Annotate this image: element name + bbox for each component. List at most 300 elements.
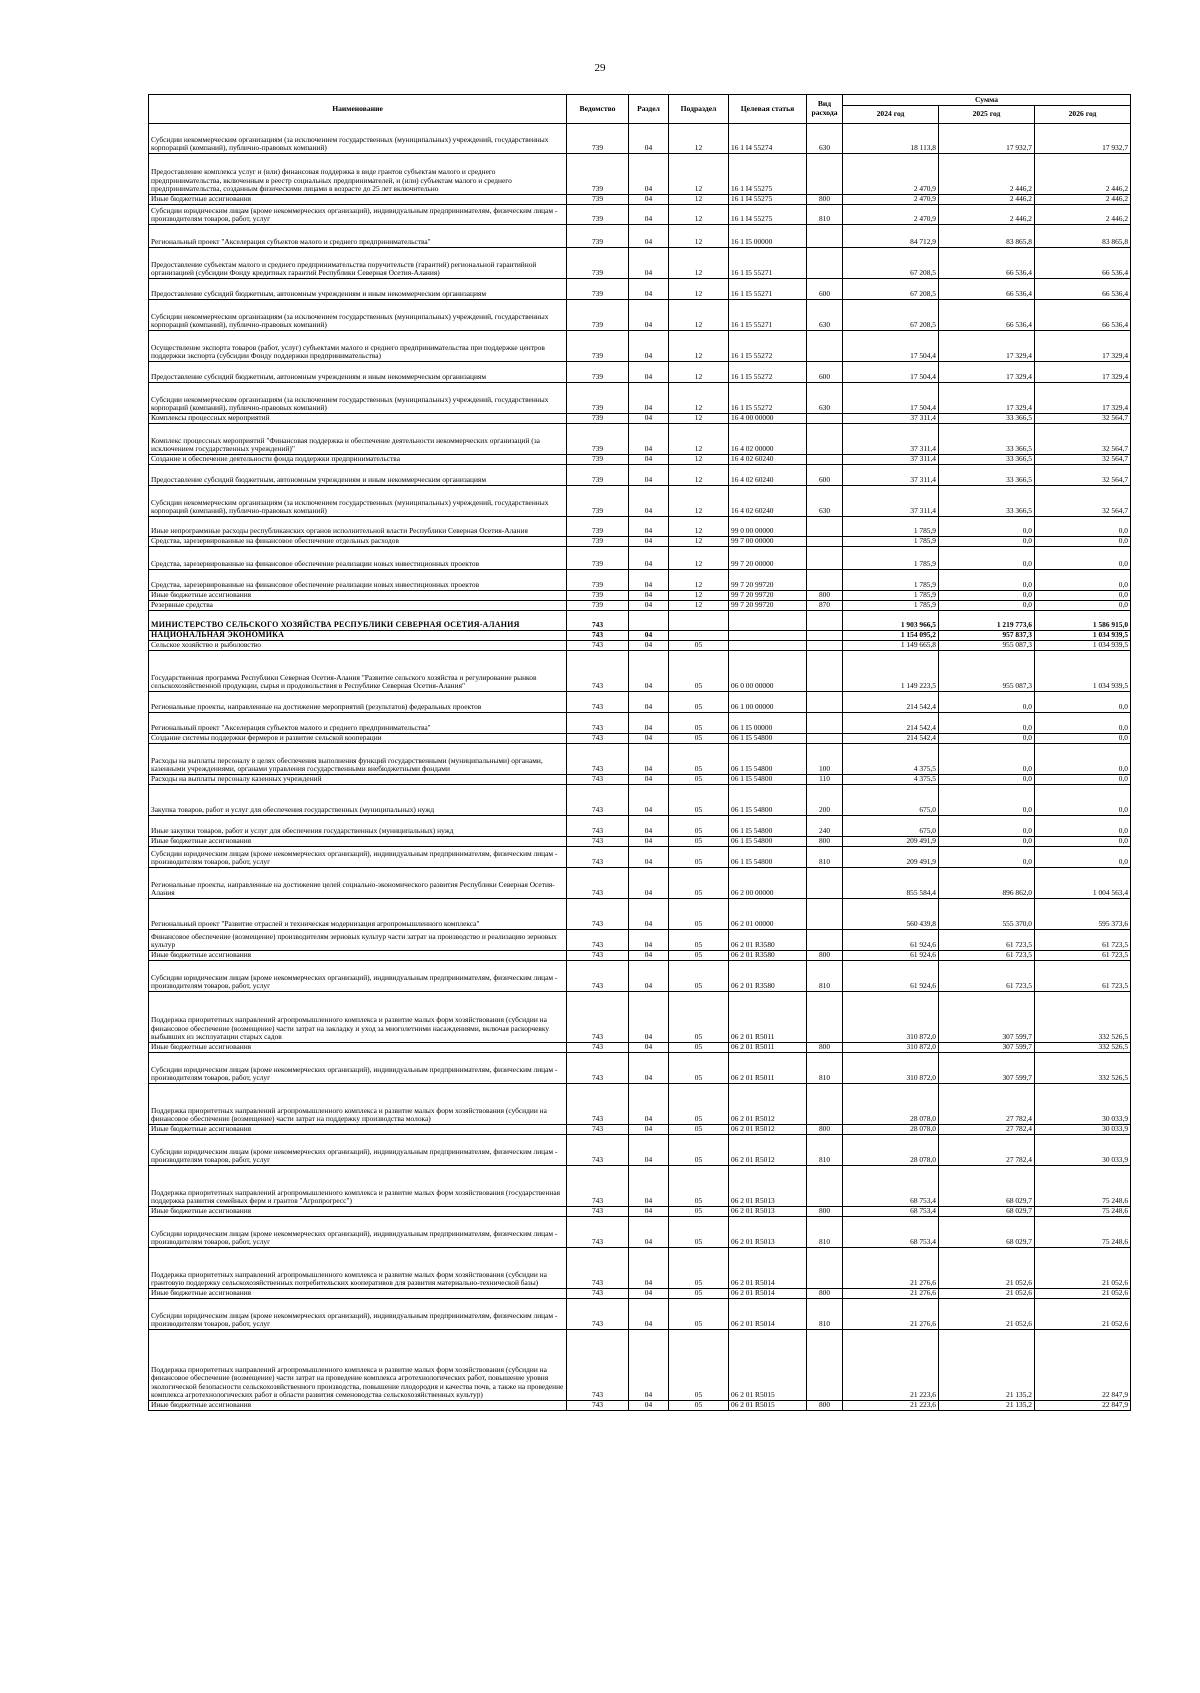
row-sum-2026: 17 932,7 — [1035, 124, 1131, 154]
row-name: Поддержка приоритетных направлений агропромышленного комплекса и развитие малых форм хозяйствования (государственная поддержка развития семейных ферм и грантов "Агропрогресс") — [149, 1166, 567, 1207]
table-row — [149, 537, 1131, 547]
row-name: Региональный проект "Развитие отраслей и техническая модернизация агропромышленного комплекса" — [149, 899, 567, 930]
header-year-2024: 2024 год — [843, 106, 939, 124]
row-vedomstvo: 743 — [567, 611, 629, 631]
row-sum-2026: 17 329,4 — [1035, 383, 1131, 414]
row-target-article: 99 7 20 99720 — [729, 601, 807, 611]
row-podrazdel: 05 — [669, 713, 729, 734]
row-expense-type — [807, 547, 843, 570]
row-razdel: 04 — [629, 300, 669, 331]
row-podrazdel — [669, 631, 729, 641]
row-vedomstvo: 739 — [567, 300, 629, 331]
row-razdel: 04 — [629, 570, 669, 591]
row-target-article: 06 1 I5 54800 — [729, 785, 807, 816]
row-expense-type: 800 — [807, 1125, 843, 1135]
row-podrazdel: 12 — [669, 591, 729, 601]
row-podrazdel: 05 — [669, 1401, 729, 1411]
row-podrazdel: 05 — [669, 775, 729, 785]
row-name: Иные бюджетные ассигнования — [149, 837, 567, 847]
row-sum-2024: 84 712,9 — [843, 225, 939, 248]
row-name: Создание и обеспечение деятельности фонда поддержки предпринимательства — [149, 455, 567, 465]
table-row — [149, 1217, 1131, 1248]
row-target-article: 06 2 01 R3580 — [729, 961, 807, 992]
row-podrazdel: 05 — [669, 930, 729, 951]
row-sum-2026: 1 586 915,0 — [1035, 611, 1131, 631]
row-expense-type — [807, 868, 843, 899]
table-row — [149, 591, 1131, 601]
row-sum-2025: 17 329,4 — [939, 331, 1035, 362]
row-sum-2024: 21 223,6 — [843, 1330, 939, 1401]
row-razdel: 04 — [629, 1248, 669, 1289]
row-target-article: 06 1 I5 54800 — [729, 775, 807, 785]
row-sum-2026: 21 052,6 — [1035, 1299, 1131, 1330]
row-podrazdel: 12 — [669, 195, 729, 205]
row-razdel: 04 — [629, 547, 669, 570]
row-podrazdel: 05 — [669, 816, 729, 837]
row-sum-2025: 0,0 — [939, 713, 1035, 734]
row-target-article: 16 1 I5 00000 — [729, 225, 807, 248]
row-sum-2025: 955 087,3 — [939, 651, 1035, 692]
row-expense-type: 800 — [807, 1043, 843, 1053]
row-podrazdel: 05 — [669, 1135, 729, 1166]
row-expense-type: 110 — [807, 775, 843, 785]
table-row — [149, 951, 1131, 961]
table-row — [149, 1125, 1131, 1135]
row-podrazdel: 12 — [669, 547, 729, 570]
row-sum-2025: 955 087,3 — [939, 641, 1035, 651]
row-sum-2025: 21 135,2 — [939, 1401, 1035, 1411]
row-name: Субсидии юридическим лицам (кроме некоммерческих организаций), индивидуальным предпринимателям, физическим лицам - производителям товаров, работ, услуг — [149, 847, 567, 868]
row-expense-type — [807, 930, 843, 951]
row-podrazdel: 05 — [669, 961, 729, 992]
row-expense-type — [807, 1330, 843, 1401]
row-sum-2025: 61 723,5 — [939, 951, 1035, 961]
row-target-article: 06 2 01 R5011 — [729, 1043, 807, 1053]
row-sum-2025: 896 862,0 — [939, 868, 1035, 899]
row-name: Расходы на выплаты персоналу казенных учреждений — [149, 775, 567, 785]
row-sum-2026: 30 033,9 — [1035, 1084, 1131, 1125]
table-row — [149, 195, 1131, 205]
row-name: Предоставление субсидий бюджетным, автономным учреждениям и иным некоммерческим организациям — [149, 279, 567, 300]
row-razdel: 04 — [629, 537, 669, 547]
row-name: Государственная программа Республики Северная Осетия-Алания "Развитие сельского хозяйства и регулирование рынков сельскохозяйственной продукции, сырья и продовольствия в Республике Северная Осетия-Алания" — [149, 651, 567, 692]
row-sum-2026: 332 526,5 — [1035, 992, 1131, 1043]
row-podrazdel: 05 — [669, 1248, 729, 1289]
row-target-article: 06 2 00 00000 — [729, 868, 807, 899]
row-podrazdel — [669, 611, 729, 631]
row-razdel: 04 — [629, 847, 669, 868]
row-name: Средства, зарезервированные на финансовое обеспечение реализации новых инвестиционных проектов — [149, 570, 567, 591]
row-sum-2026: 332 526,5 — [1035, 1053, 1131, 1084]
row-sum-2026: 30 033,9 — [1035, 1135, 1131, 1166]
row-sum-2024: 310 872,0 — [843, 1043, 939, 1053]
row-sum-2025: 17 329,4 — [939, 383, 1035, 414]
table-row — [149, 1166, 1131, 1207]
row-vedomstvo: 743 — [567, 734, 629, 744]
row-expense-type — [807, 734, 843, 744]
row-expense-type: 800 — [807, 1401, 843, 1411]
row-expense-type: 870 — [807, 601, 843, 611]
row-name: Субсидии юридическим лицам (кроме некоммерческих организаций), индивидуальным предпринимателям, физическим лицам - производителям товаров, работ, услуг — [149, 961, 567, 992]
row-sum-2026: 32 564,7 — [1035, 465, 1131, 486]
row-podrazdel: 12 — [669, 331, 729, 362]
row-sum-2026: 595 373,6 — [1035, 899, 1131, 930]
row-target-article: 99 0 00 00000 — [729, 517, 807, 537]
row-razdel: 04 — [629, 1207, 669, 1217]
row-sum-2025: 68 029,7 — [939, 1207, 1035, 1217]
row-target-article: 06 2 01 R5013 — [729, 1207, 807, 1217]
row-vedomstvo: 739 — [567, 383, 629, 414]
budget-table — [148, 94, 1131, 1411]
row-vedomstvo: 743 — [567, 775, 629, 785]
row-expense-type: 630 — [807, 383, 843, 414]
row-vedomstvo: 739 — [567, 362, 629, 383]
row-vedomstvo: 739 — [567, 601, 629, 611]
row-sum-2026: 30 033,9 — [1035, 1125, 1131, 1135]
row-sum-2025: 0,0 — [939, 775, 1035, 785]
row-sum-2024: 21 276,6 — [843, 1289, 939, 1299]
row-sum-2024: 61 924,6 — [843, 961, 939, 992]
row-sum-2024: 1 785,9 — [843, 570, 939, 591]
row-podrazdel: 12 — [669, 383, 729, 414]
row-vedomstvo: 739 — [567, 517, 629, 537]
row-razdel: 04 — [629, 868, 669, 899]
row-target-article: 06 2 01 R5015 — [729, 1401, 807, 1411]
row-sum-2026: 0,0 — [1035, 785, 1131, 816]
row-vedomstvo: 743 — [567, 1207, 629, 1217]
row-target-article: 06 2 01 00000 — [729, 899, 807, 930]
row-expense-type: 630 — [807, 486, 843, 517]
row-sum-2026: 0,0 — [1035, 775, 1131, 785]
row-expense-type — [807, 248, 843, 279]
row-target-article: 06 1 I5 54800 — [729, 734, 807, 744]
row-vedomstvo: 743 — [567, 1217, 629, 1248]
row-podrazdel: 05 — [669, 868, 729, 899]
row-sum-2025: 27 782,4 — [939, 1084, 1035, 1125]
row-razdel: 04 — [629, 1043, 669, 1053]
row-sum-2026: 2 446,2 — [1035, 154, 1131, 195]
row-expense-type — [807, 154, 843, 195]
row-razdel: 04 — [629, 713, 669, 734]
row-name: Субсидии юридическим лицам (кроме некоммерческих организаций), индивидуальным предпринимателям, физическим лицам - производителям товаров, работ, услуг — [149, 1299, 567, 1330]
row-razdel: 04 — [629, 465, 669, 486]
table-row — [149, 547, 1131, 570]
row-name: Предоставление субсидий бюджетным, автономным учреждениям и иным некоммерческим организациям — [149, 362, 567, 383]
row-name: Региональный проект "Акселерация субъектов малого и среднего предпринимательства" — [149, 713, 567, 734]
row-podrazdel: 12 — [669, 279, 729, 300]
row-sum-2025: 2 446,2 — [939, 195, 1035, 205]
row-name: Расходы на выплаты персоналу в целях обеспечения выполнения функций государственными (муниципальными) органами, казенными учреждениями, органами управления государственными внебюджетными фондами — [149, 744, 567, 775]
row-sum-2025: 83 865,8 — [939, 225, 1035, 248]
table-row — [149, 930, 1131, 951]
row-name: Субсидии некоммерческим организациям (за исключением государственных (муниципальных) учреждений, государственных корпораций (компаний), публично-правовых компаний) — [149, 124, 567, 154]
row-name: Поддержка приоритетных направлений агропромышленного комплекса и развитие малых форм хозяйствования (субсидии на финансовое обеспечение (возмещение) части затрат на проведение комплекса агротехнологических работ, повышение уровня экологической безопасности сельскохозяйственного производства, повышение плодородия и качества почв, а также на проведение комплекса агротехнологических работ в области развития семеноводства сельскохозяйственных культур) — [149, 1330, 567, 1401]
row-sum-2024: 28 078,0 — [843, 1125, 939, 1135]
row-expense-type — [807, 424, 843, 455]
row-sum-2025: 307 599,7 — [939, 1053, 1035, 1084]
row-name: Предоставление субъектам малого и среднего предпринимательства поручительств (гарантий) региональной гарантийной организацией (субсидии Фонду кредитных гарантий Республики Северная Осетия-Алания) — [149, 248, 567, 279]
row-sum-2026: 61 723,5 — [1035, 961, 1131, 992]
row-expense-type — [807, 331, 843, 362]
table-row — [149, 601, 1131, 611]
row-podrazdel: 05 — [669, 1217, 729, 1248]
row-sum-2025: 307 599,7 — [939, 992, 1035, 1043]
row-expense-type — [807, 414, 843, 424]
row-sum-2024: 310 872,0 — [843, 1053, 939, 1084]
row-sum-2024: 214 542,4 — [843, 692, 939, 713]
row-sum-2024: 68 753,4 — [843, 1166, 939, 1207]
row-sum-2026: 32 564,7 — [1035, 455, 1131, 465]
row-sum-2024: 68 753,4 — [843, 1217, 939, 1248]
table-row — [149, 775, 1131, 785]
header-target-article: Целевая статья — [729, 95, 807, 124]
row-razdel: 04 — [629, 205, 669, 225]
table-row — [149, 486, 1131, 517]
row-razdel: 04 — [629, 1217, 669, 1248]
row-sum-2025: 68 029,7 — [939, 1166, 1035, 1207]
row-sum-2024: 17 504,4 — [843, 383, 939, 414]
row-sum-2026: 75 248,6 — [1035, 1217, 1131, 1248]
table-row — [149, 124, 1131, 154]
row-sum-2024: 2 470,9 — [843, 154, 939, 195]
row-target-article: 06 2 01 R5011 — [729, 992, 807, 1043]
row-vedomstvo: 743 — [567, 1289, 629, 1299]
row-sum-2025: 66 536,4 — [939, 300, 1035, 331]
row-vedomstvo: 743 — [567, 837, 629, 847]
row-sum-2026: 17 329,4 — [1035, 331, 1131, 362]
row-sum-2024: 17 504,4 — [843, 362, 939, 383]
row-expense-type — [807, 1166, 843, 1207]
row-target-article — [729, 611, 807, 631]
row-sum-2025: 17 932,7 — [939, 124, 1035, 154]
row-target-article: 06 2 01 R5014 — [729, 1248, 807, 1289]
row-name: Иные бюджетные ассигнования — [149, 591, 567, 601]
row-sum-2024: 214 542,4 — [843, 734, 939, 744]
row-vedomstvo: 739 — [567, 591, 629, 601]
row-expense-type: 100 — [807, 744, 843, 775]
row-sum-2025: 957 837,3 — [939, 631, 1035, 641]
row-name: Поддержка приоритетных направлений агропромышленного комплекса и развитие малых форм хозяйствования (субсидии на финансовое обеспечение (возмещение) части затрат на закладку и уход за многолетними насаждениями, включая раскорчевку выбывших из эксплуатации старых садов — [149, 992, 567, 1043]
row-sum-2024: 37 311,4 — [843, 414, 939, 424]
row-razdel: 04 — [629, 414, 669, 424]
table-row — [149, 611, 1131, 631]
row-expense-type: 810 — [807, 1217, 843, 1248]
row-vedomstvo: 743 — [567, 930, 629, 951]
row-target-article: 06 2 01 R5012 — [729, 1125, 807, 1135]
row-razdel: 04 — [629, 775, 669, 785]
row-target-article: 06 2 01 R5012 — [729, 1084, 807, 1125]
row-sum-2025: 68 029,7 — [939, 1217, 1035, 1248]
row-vedomstvo: 739 — [567, 547, 629, 570]
row-podrazdel: 12 — [669, 154, 729, 195]
row-expense-type: 800 — [807, 591, 843, 601]
row-razdel: 04 — [629, 1289, 669, 1299]
table-row — [149, 1330, 1131, 1401]
row-vedomstvo: 743 — [567, 713, 629, 734]
row-vedomstvo: 739 — [567, 225, 629, 248]
row-target-article: 06 2 01 R5011 — [729, 1053, 807, 1084]
row-sum-2026: 0,0 — [1035, 713, 1131, 734]
row-razdel: 04 — [629, 486, 669, 517]
row-name: Иные непрограммные расходы республиканских органов исполнительной власти Республики Северная Осетия-Алания — [149, 517, 567, 537]
row-expense-type: 800 — [807, 837, 843, 847]
row-podrazdel: 05 — [669, 1166, 729, 1207]
row-podrazdel: 12 — [669, 465, 729, 486]
row-sum-2026: 1 034 939,5 — [1035, 631, 1131, 641]
row-sum-2026: 32 564,7 — [1035, 424, 1131, 455]
row-razdel: 04 — [629, 154, 669, 195]
row-sum-2026: 21 052,6 — [1035, 1248, 1131, 1289]
row-expense-type: 800 — [807, 951, 843, 961]
row-name: Средства, зарезервированные на финансовое обеспечение отдельных расходов — [149, 537, 567, 547]
row-sum-2025: 0,0 — [939, 734, 1035, 744]
row-sum-2026: 66 536,4 — [1035, 300, 1131, 331]
row-sum-2024: 17 504,4 — [843, 331, 939, 362]
row-target-article: 06 1 I5 54800 — [729, 816, 807, 837]
row-expense-type — [807, 537, 843, 547]
row-podrazdel: 05 — [669, 1330, 729, 1401]
row-target-article: 16 1 I5 55271 — [729, 300, 807, 331]
row-podrazdel: 12 — [669, 362, 729, 383]
row-razdel: 04 — [629, 692, 669, 713]
row-podrazdel: 05 — [669, 651, 729, 692]
row-vedomstvo: 743 — [567, 1248, 629, 1289]
row-target-article: 06 1 I5 54800 — [729, 744, 807, 775]
row-vedomstvo: 739 — [567, 486, 629, 517]
row-sum-2024: 68 753,4 — [843, 1207, 939, 1217]
row-razdel: 04 — [629, 601, 669, 611]
header-expense-type: Вид расхода — [807, 95, 843, 124]
row-podrazdel: 05 — [669, 692, 729, 713]
row-razdel: 04 — [629, 631, 669, 641]
row-razdel — [629, 611, 669, 631]
row-expense-type: 630 — [807, 124, 843, 154]
row-target-article: 16 1 I5 55272 — [729, 331, 807, 362]
row-sum-2024: 1 785,9 — [843, 591, 939, 601]
row-sum-2024: 61 924,6 — [843, 930, 939, 951]
row-sum-2024: 1 785,9 — [843, 517, 939, 537]
row-sum-2025: 0,0 — [939, 816, 1035, 837]
row-razdel: 04 — [629, 517, 669, 537]
row-podrazdel: 05 — [669, 1084, 729, 1125]
row-podrazdel: 05 — [669, 1053, 729, 1084]
row-expense-type — [807, 1248, 843, 1289]
row-name: Финансовое обеспечение (возмещение) производителям зерновых культур части затрат на производство и реализацию зерновых культур — [149, 930, 567, 951]
row-sum-2024: 4 375,5 — [843, 744, 939, 775]
row-name: Резервные средства — [149, 601, 567, 611]
row-razdel: 04 — [629, 930, 669, 951]
row-razdel: 04 — [629, 651, 669, 692]
row-name: Иные закупки товаров, работ и услуг для обеспечения государственных (муниципальных) нужд — [149, 816, 567, 837]
row-name: Иные бюджетные ассигнования — [149, 1125, 567, 1135]
row-sum-2026: 17 329,4 — [1035, 362, 1131, 383]
row-target-article: 16 1 I5 55271 — [729, 279, 807, 300]
header-sum: Сумма — [843, 95, 1131, 106]
row-sum-2024: 675,0 — [843, 785, 939, 816]
row-name: Иные бюджетные ассигнования — [149, 951, 567, 961]
row-razdel: 04 — [629, 951, 669, 961]
header-razdel: Раздел — [629, 95, 669, 124]
row-target-article — [729, 631, 807, 641]
row-target-article: 16 4 02 00000 — [729, 424, 807, 455]
row-expense-type — [807, 899, 843, 930]
row-podrazdel: 12 — [669, 225, 729, 248]
row-target-article: 06 1 I5 54800 — [729, 837, 807, 847]
row-razdel: 04 — [629, 785, 669, 816]
row-name: Осуществление экспорта товаров (работ, услуг) субъектами малого и среднего предпринимательства при поддержке центров поддержки экспорта (субсидии Фонду поддержки предпринимательства) — [149, 331, 567, 362]
row-name: Субсидии юридическим лицам (кроме некоммерческих организаций), индивидуальным предпринимателям, физическим лицам - производителям товаров, работ, услуг — [149, 1053, 567, 1084]
row-vedomstvo: 739 — [567, 465, 629, 486]
table-row — [149, 1207, 1131, 1217]
row-sum-2025: 17 329,4 — [939, 362, 1035, 383]
table-row — [149, 455, 1131, 465]
table-row — [149, 1401, 1131, 1411]
row-name: Субсидии некоммерческим организациям (за исключением государственных (муниципальных) учреждений, государственных корпораций (компаний), публично-правовых компаний) — [149, 486, 567, 517]
row-expense-type — [807, 455, 843, 465]
row-razdel: 04 — [629, 1125, 669, 1135]
row-sum-2026: 0,0 — [1035, 591, 1131, 601]
row-expense-type: 600 — [807, 279, 843, 300]
row-sum-2026: 0,0 — [1035, 537, 1131, 547]
row-sum-2025: 33 366,5 — [939, 455, 1035, 465]
table-body — [149, 124, 1131, 1411]
row-podrazdel: 05 — [669, 1125, 729, 1135]
row-podrazdel: 12 — [669, 601, 729, 611]
table-row — [149, 465, 1131, 486]
row-sum-2026: 75 248,6 — [1035, 1166, 1131, 1207]
table-row — [149, 1289, 1131, 1299]
row-podrazdel: 05 — [669, 785, 729, 816]
row-razdel: 04 — [629, 1084, 669, 1125]
row-vedomstvo: 743 — [567, 1043, 629, 1053]
row-expense-type — [807, 1084, 843, 1125]
row-expense-type: 810 — [807, 847, 843, 868]
row-target-article: 06 1 I5 00000 — [729, 713, 807, 734]
row-razdel: 04 — [629, 1166, 669, 1207]
row-podrazdel: 12 — [669, 424, 729, 455]
table-row — [149, 641, 1131, 651]
table-row — [149, 279, 1131, 300]
table-row — [149, 424, 1131, 455]
row-podrazdel: 12 — [669, 414, 729, 424]
row-target-article: 16 1 I5 55272 — [729, 383, 807, 414]
table-row — [149, 517, 1131, 537]
row-sum-2025: 307 599,7 — [939, 1043, 1035, 1053]
page-number: 29 — [594, 62, 606, 74]
row-target-article — [729, 641, 807, 651]
row-podrazdel: 12 — [669, 205, 729, 225]
row-sum-2024: 209 491,9 — [843, 837, 939, 847]
row-vedomstvo: 739 — [567, 537, 629, 547]
row-sum-2024: 61 924,6 — [843, 951, 939, 961]
row-vedomstvo: 739 — [567, 414, 629, 424]
row-razdel: 04 — [629, 1299, 669, 1330]
row-vedomstvo: 739 — [567, 124, 629, 154]
row-expense-type: 600 — [807, 362, 843, 383]
table-row — [149, 154, 1131, 195]
row-podrazdel: 05 — [669, 744, 729, 775]
row-name: Закупка товаров, работ и услуг для обеспечения государственных (муниципальных) нужд — [149, 785, 567, 816]
row-sum-2025: 0,0 — [939, 601, 1035, 611]
table-row — [149, 1053, 1131, 1084]
row-vedomstvo: 739 — [567, 195, 629, 205]
table-row — [149, 1248, 1131, 1289]
table-row — [149, 785, 1131, 816]
row-sum-2025: 33 366,5 — [939, 486, 1035, 517]
row-target-article: 16 1 I5 55271 — [729, 248, 807, 279]
row-target-article: 16 1 I5 55272 — [729, 362, 807, 383]
row-target-article: 06 1 I5 54800 — [729, 847, 807, 868]
